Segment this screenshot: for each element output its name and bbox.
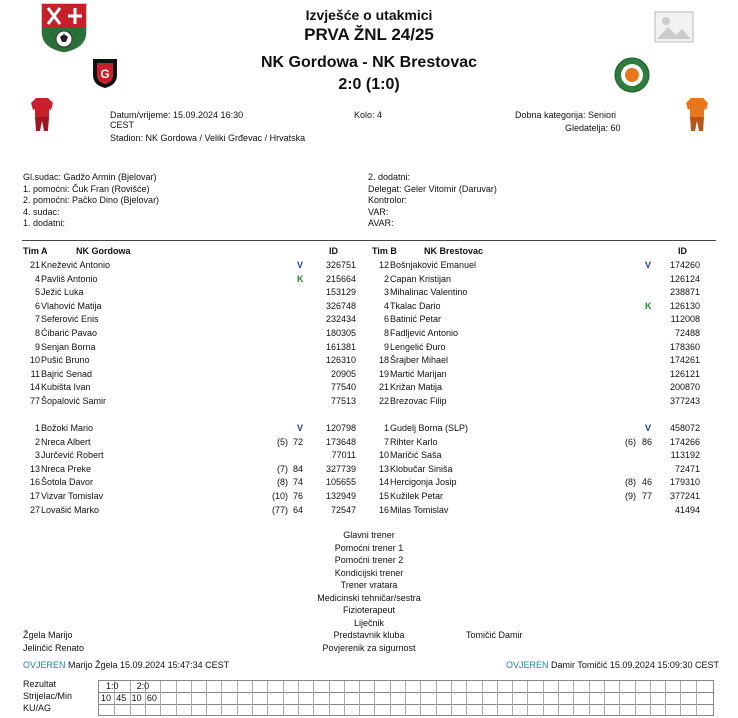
substitution-for: (8) bbox=[625, 477, 636, 488]
grid-line bbox=[267, 681, 268, 715]
player-name: Brezovac Filip bbox=[390, 396, 447, 406]
player-number: 3 bbox=[34, 450, 40, 461]
away-verification bbox=[506, 659, 719, 672]
staff-role: Pomoćni trener 1 bbox=[334, 542, 404, 553]
team-b-player-row bbox=[0, 422, 738, 435]
player-name: Mihalinac Valentino bbox=[390, 287, 468, 298]
player-number: 13 bbox=[29, 463, 40, 474]
player-id: 180305 bbox=[325, 328, 356, 338]
staff-role: Povjerenik za sigurnost bbox=[322, 642, 416, 653]
grid-line bbox=[298, 681, 299, 715]
grid-line bbox=[176, 681, 177, 715]
player-number: 16 bbox=[29, 477, 40, 488]
player-id: 377243 bbox=[669, 396, 700, 406]
result-score: 2:0 bbox=[136, 681, 150, 691]
player-number: 21 bbox=[29, 260, 40, 270]
player-name: Martić Marijan bbox=[390, 368, 447, 379]
player-id: 174260 bbox=[669, 260, 700, 270]
grid-line bbox=[252, 681, 253, 715]
team-b-name: NK Brestovac bbox=[424, 246, 484, 256]
player-name: Božoki Mario bbox=[41, 423, 94, 433]
player-number: 4 bbox=[34, 273, 40, 284]
substitution-for: (7) bbox=[277, 463, 288, 474]
away-club-representative: Tomičić Damir bbox=[466, 630, 523, 640]
player-number: 22 bbox=[378, 396, 389, 406]
grid-line bbox=[160, 681, 161, 715]
player-number: 3 bbox=[383, 287, 389, 298]
player-id: 458072 bbox=[669, 423, 700, 433]
staff-role: Glavni trener bbox=[343, 530, 395, 540]
substitution-for: (5) bbox=[277, 436, 288, 447]
grid-line bbox=[589, 681, 590, 715]
player-number: 17 bbox=[29, 491, 40, 501]
player-id: 126130 bbox=[669, 300, 700, 311]
player-id: 173648 bbox=[325, 436, 356, 447]
player-number: 6 bbox=[383, 314, 389, 325]
player-role-mark: V bbox=[645, 423, 652, 433]
away-verification-text: Damir Tomičić 15.09.2024 15:09:30 CEST bbox=[551, 660, 719, 670]
player-name: Ježić Luka bbox=[41, 287, 84, 298]
player-id: 126310 bbox=[325, 355, 356, 366]
grid-line bbox=[558, 681, 559, 715]
player-id: 326748 bbox=[325, 300, 356, 311]
team-b-player-row bbox=[0, 368, 738, 381]
grid-line bbox=[619, 681, 620, 715]
player-name: Klobučar Siniša bbox=[390, 463, 453, 474]
official-entry: 2. pomoćni: Pačko Dino (Bjelovar) bbox=[23, 195, 160, 205]
player-id: 77540 bbox=[330, 382, 356, 393]
player-id: 72488 bbox=[674, 328, 700, 338]
verified-label: OVJEREN bbox=[23, 660, 66, 670]
grid-line bbox=[696, 681, 697, 715]
team-b-player-row bbox=[0, 300, 738, 313]
scorer-minute: 45 bbox=[116, 693, 127, 703]
player-id: 112008 bbox=[670, 314, 700, 325]
substitution-for: (6) bbox=[625, 436, 636, 447]
player-number: 21 bbox=[378, 382, 389, 393]
grid-line bbox=[221, 681, 222, 715]
team-b-player-row bbox=[0, 476, 738, 489]
grid-line bbox=[390, 681, 391, 715]
team-b-id-header: ID bbox=[678, 246, 687, 256]
player-role-mark: V bbox=[297, 423, 304, 433]
attendance: Gledatelja: 60 bbox=[565, 123, 621, 133]
player-number: 9 bbox=[383, 341, 389, 352]
player-number: 2 bbox=[34, 436, 40, 447]
team-b-player-row bbox=[0, 313, 738, 326]
grid-line bbox=[420, 681, 421, 715]
player-role-mark: K bbox=[645, 300, 652, 311]
substitution-for: (77) bbox=[271, 504, 288, 515]
player-id: 174266 bbox=[669, 436, 700, 447]
match-score: 2:0 (1:0) bbox=[338, 76, 400, 93]
official-entry: 2. dodatni: bbox=[368, 172, 411, 182]
staff-role: Liječnik bbox=[353, 617, 384, 628]
official-entry: Gl.sudac: Gadžo Armin (Bjelovar) bbox=[23, 172, 157, 182]
home-verification bbox=[23, 659, 229, 672]
substitution-for: (8) bbox=[277, 477, 288, 488]
player-number: 6 bbox=[34, 300, 40, 311]
player-role-mark: K bbox=[297, 273, 304, 284]
player-id: 132949 bbox=[325, 491, 356, 501]
grid-line bbox=[451, 681, 452, 715]
player-name: Vlahović Matija bbox=[41, 300, 102, 311]
player-name: Capan Kristijan bbox=[390, 273, 452, 284]
player-name: Ćibarić Pavao bbox=[41, 328, 98, 338]
substitution-minute: 64 bbox=[292, 504, 303, 515]
staff-role: Medicinski tehničar/sestra bbox=[317, 592, 421, 603]
player-number: 4 bbox=[383, 300, 389, 311]
player-id: 238871 bbox=[669, 287, 700, 298]
team-b-player-row bbox=[0, 463, 738, 476]
substitution-minute: 46 bbox=[641, 477, 652, 488]
player-id: 20905 bbox=[330, 368, 356, 379]
player-id: 120798 bbox=[325, 423, 356, 433]
player-name: Senjan Borna bbox=[41, 341, 96, 352]
player-number: 14 bbox=[29, 382, 40, 393]
player-id: 174261 bbox=[669, 355, 700, 366]
team-b-player-row bbox=[0, 504, 738, 517]
player-name: Bajrić Senad bbox=[41, 368, 93, 379]
official-entry: 4. sudac: bbox=[23, 206, 60, 217]
team-b-player-row bbox=[0, 354, 738, 367]
player-number: 9 bbox=[34, 341, 40, 352]
scorer-minute: 10 bbox=[131, 693, 142, 703]
grid-line bbox=[130, 681, 131, 715]
player-number: 1 bbox=[34, 423, 40, 433]
player-name: Bošnjaković Emanuel bbox=[390, 260, 477, 270]
svg-text:G: G bbox=[100, 67, 110, 81]
player-number: 7 bbox=[34, 314, 40, 325]
official-entry: VAR: bbox=[368, 206, 389, 217]
league-name: PRVA ŽNL 24/25 bbox=[304, 25, 434, 44]
grid-line bbox=[604, 681, 605, 715]
player-number: 10 bbox=[378, 450, 389, 461]
player-name: Hercigonja Josip bbox=[390, 477, 457, 488]
player-name: Fadljević Antonio bbox=[390, 328, 459, 338]
team-b-player-row bbox=[0, 381, 738, 394]
substitution-minute: 74 bbox=[292, 477, 303, 488]
scorer-label: Strijelac/Min bbox=[23, 691, 73, 701]
staff-role: Trener vratara bbox=[340, 580, 398, 590]
substitution-minute: 72 bbox=[292, 436, 303, 447]
home-club-representative: Žgela Marijo bbox=[23, 630, 73, 640]
player-id: 153129 bbox=[325, 287, 356, 298]
player-id: 77513 bbox=[330, 396, 356, 406]
player-id: 215664 bbox=[325, 273, 356, 284]
grid-line bbox=[344, 681, 345, 715]
age-category: Dobna kategorija: Seniori bbox=[515, 110, 617, 120]
team-b-player-row bbox=[0, 449, 738, 462]
grid-line bbox=[374, 681, 375, 715]
report-title: Izvješće o utakmici bbox=[305, 7, 433, 23]
player-number: 1 bbox=[383, 423, 389, 433]
match-datetime: Datum/vrijeme: 15.09.2024 16:30 bbox=[110, 110, 244, 120]
player-number: 13 bbox=[378, 463, 389, 474]
player-number: 10 bbox=[29, 355, 40, 366]
player-number: 18 bbox=[378, 355, 389, 366]
team-b-player-row bbox=[0, 490, 738, 503]
official-entry: 1. dodatni: bbox=[23, 218, 66, 228]
player-number: 8 bbox=[34, 328, 40, 338]
scorer-minute: 60 bbox=[146, 693, 157, 703]
home-security-officer: Jelinčić Renato bbox=[23, 643, 85, 653]
substitution-for: (10) bbox=[271, 491, 288, 501]
staff-role: Pomoćni trener 2 bbox=[334, 555, 404, 565]
substitution-minute: 86 bbox=[641, 436, 652, 447]
grid-line bbox=[527, 681, 528, 715]
player-number: 7 bbox=[383, 436, 389, 447]
grid-line bbox=[497, 681, 498, 715]
grid-line bbox=[405, 681, 406, 715]
grid-line bbox=[237, 681, 238, 715]
player-number: 8 bbox=[383, 328, 389, 338]
team-b-player-row bbox=[0, 273, 738, 286]
official-entry: 1. pomoćni: Čuk Fran (Rovišće) bbox=[23, 183, 150, 194]
away-kit-icon bbox=[685, 97, 709, 133]
player-name: Jurčević Robert bbox=[41, 450, 104, 461]
result-score: 1:0 bbox=[106, 681, 119, 691]
team-a-id-header: ID bbox=[329, 246, 338, 256]
grid-line bbox=[191, 681, 192, 715]
verified-label: OVJEREN bbox=[506, 660, 549, 670]
player-name: Šopalović Samir bbox=[41, 396, 107, 406]
team-b-player-row bbox=[0, 436, 738, 449]
grid-line bbox=[466, 681, 467, 715]
player-name: Tkalac Dario bbox=[390, 300, 441, 311]
cards-label: KU/AG bbox=[23, 703, 52, 713]
player-number: 19 bbox=[378, 368, 389, 379]
substitution-minute: 84 bbox=[292, 463, 303, 474]
player-name: Maričić Saša bbox=[390, 450, 442, 461]
player-number: 15 bbox=[378, 491, 389, 501]
team-b-player-row bbox=[0, 259, 738, 272]
team-b-player-row bbox=[0, 395, 738, 408]
player-id: 327739 bbox=[325, 463, 356, 474]
player-number: 2 bbox=[383, 273, 389, 284]
player-id: 72471 bbox=[674, 463, 700, 474]
player-id: 41494 bbox=[674, 504, 700, 515]
result-grid bbox=[98, 680, 714, 716]
staff-role: Kondicijski trener bbox=[334, 567, 404, 578]
player-name: Gudelj Borna (SLP) bbox=[390, 423, 469, 433]
player-id: 178360 bbox=[669, 341, 700, 352]
player-name: Šotola Davor bbox=[41, 477, 94, 488]
grid-line bbox=[680, 681, 681, 715]
player-name: Vizvar Tomislav bbox=[41, 491, 104, 501]
player-number: 27 bbox=[29, 504, 40, 515]
substitution-minute: 76 bbox=[292, 491, 303, 501]
player-name: Križan Matija bbox=[390, 382, 443, 393]
player-name: Kubišta Ivan bbox=[41, 382, 91, 393]
grid-line bbox=[359, 681, 360, 715]
team-a-label: Tim A bbox=[23, 246, 48, 256]
player-name: Milas Tomislav bbox=[390, 504, 449, 515]
player-id: 72547 bbox=[330, 504, 356, 515]
grid-line bbox=[543, 681, 544, 715]
player-name: Lengelić Đuro bbox=[390, 341, 446, 352]
player-name: Kužilek Petar bbox=[390, 491, 444, 501]
divider bbox=[22, 240, 716, 241]
grid-line bbox=[635, 681, 636, 715]
player-role-mark: V bbox=[297, 260, 304, 270]
grid-line bbox=[283, 681, 284, 715]
grid-line bbox=[436, 681, 437, 715]
staff-role: Fizioterapeut bbox=[342, 605, 396, 615]
scorer-minute: 10 bbox=[101, 693, 112, 703]
match-round: Kolo: 4 bbox=[354, 110, 383, 120]
home-kit-icon bbox=[30, 97, 54, 133]
match-timezone: CEST bbox=[110, 120, 135, 130]
substitution-minute: 77 bbox=[641, 491, 652, 501]
player-role-mark: V bbox=[645, 260, 652, 270]
team-b-label: Tim B bbox=[372, 246, 397, 256]
team-b-player-row bbox=[0, 341, 738, 354]
player-name: Šrajber Mihael bbox=[390, 355, 449, 366]
team-a-name: NK Gordowa bbox=[76, 246, 131, 256]
result-label: Rezultat bbox=[23, 679, 57, 689]
grid-line bbox=[650, 681, 651, 715]
team-b-player-row bbox=[0, 286, 738, 299]
player-id: 105655 bbox=[325, 477, 356, 488]
player-id: 113192 bbox=[670, 450, 700, 461]
home-verification-text: Marijo Žgela 15.09.2024 15:47:34 CEST bbox=[68, 660, 230, 670]
match-stadium: Stadion: NK Gordowa / Veliki Grđevac / Hrvatska bbox=[110, 133, 306, 143]
player-id: 377241 bbox=[669, 491, 700, 501]
player-id: 77011 bbox=[331, 450, 356, 461]
player-id: 126124 bbox=[669, 273, 700, 284]
grid-line bbox=[482, 681, 483, 715]
grid-line bbox=[206, 681, 207, 715]
grid-line bbox=[313, 681, 314, 715]
player-number: 12 bbox=[378, 260, 389, 270]
player-name: Batinić Petar bbox=[390, 314, 442, 325]
player-id: 200870 bbox=[669, 382, 700, 393]
player-name: Nreca Preke bbox=[41, 463, 92, 474]
match-teams: NK Gordowa - NK Brestovac bbox=[260, 54, 478, 71]
official-entry: AVAR: bbox=[368, 218, 394, 228]
official-entry: Delegat: Geler Vitomir (Daruvar) bbox=[368, 183, 497, 194]
player-name: Knežević Antonio bbox=[41, 260, 111, 270]
player-number: 11 bbox=[30, 368, 40, 379]
player-name: Rihter Karlo bbox=[390, 436, 438, 447]
player-number: 14 bbox=[378, 477, 389, 488]
grid-line bbox=[329, 681, 330, 715]
grid-line bbox=[512, 681, 513, 715]
player-id: 326751 bbox=[325, 260, 356, 270]
player-id: 161381 bbox=[325, 341, 356, 352]
player-name: Seferović Enis bbox=[41, 314, 99, 325]
substitution-for: (9) bbox=[625, 491, 636, 501]
player-id: 232434 bbox=[325, 314, 356, 325]
official-entry: Kontrolor: bbox=[368, 195, 408, 205]
player-name: Nreca Albert bbox=[41, 436, 91, 447]
player-name: Pavliš Antonio bbox=[41, 273, 98, 284]
grid-line bbox=[573, 681, 574, 715]
player-number: 16 bbox=[378, 504, 389, 515]
player-number: 5 bbox=[34, 287, 40, 298]
player-id: 179310 bbox=[669, 477, 700, 488]
team-b-player-row bbox=[0, 327, 738, 340]
grid-line bbox=[665, 681, 666, 715]
player-name: Pušić Bruno bbox=[41, 355, 90, 366]
player-id: 126121 bbox=[669, 368, 700, 379]
player-number: 77 bbox=[29, 396, 40, 406]
player-name: Lovašić Marko bbox=[41, 504, 100, 515]
staff-role: Predstavnik kluba bbox=[333, 630, 405, 640]
